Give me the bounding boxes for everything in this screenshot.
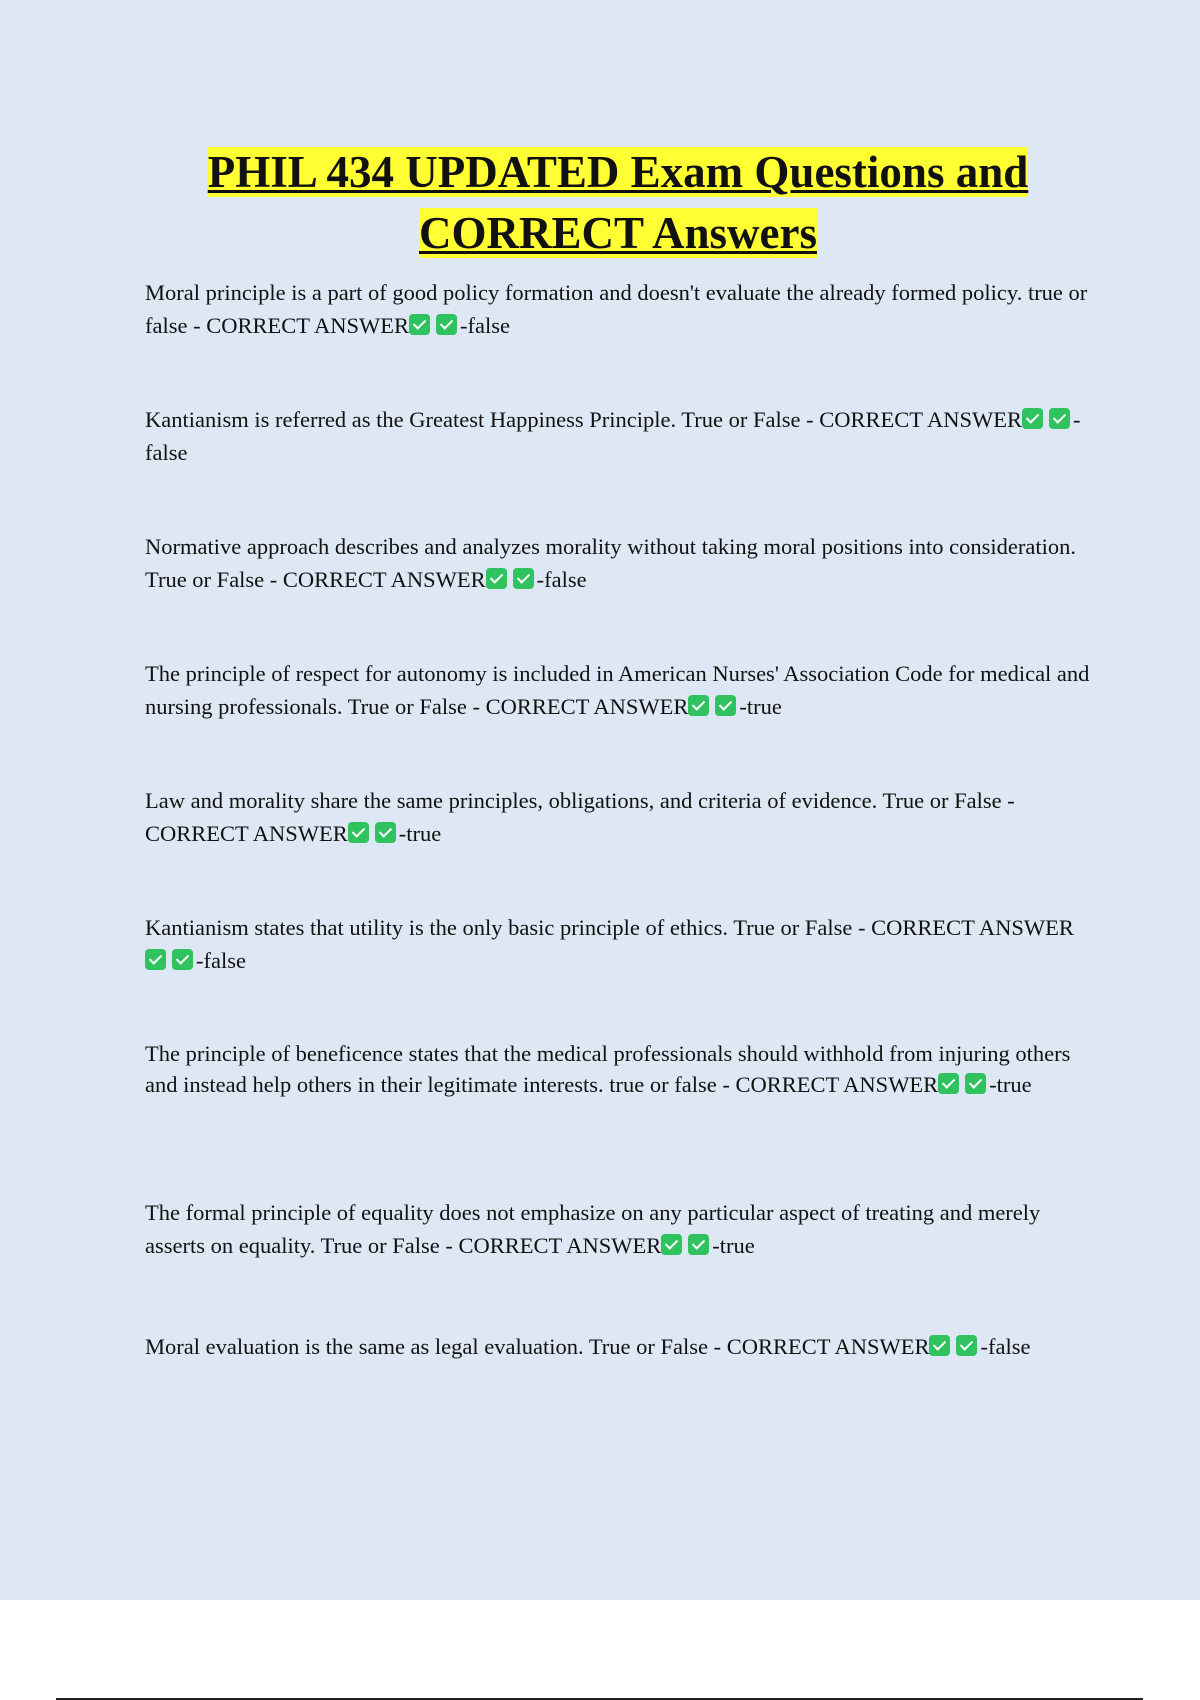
question-item bbox=[145, 1038, 1090, 1100]
answer-text: -true bbox=[739, 694, 782, 719]
question-item bbox=[145, 784, 1090, 850]
question-item bbox=[145, 1196, 1090, 1262]
check-mark-icon bbox=[172, 949, 193, 970]
check-mark-icon bbox=[956, 1335, 977, 1356]
question-text: The formal principle of equality does not emphasize on any particular aspect of treating and merely asserts on equality. True or False - CORRECT ANSWER bbox=[145, 1200, 1041, 1258]
check-mark-icon bbox=[715, 695, 736, 716]
question-item bbox=[145, 1331, 1090, 1362]
check-mark-icon bbox=[965, 1073, 986, 1094]
question-text: Kantianism states that utility is the only basic principle of ethics. True or False - CORRECT ANSWER bbox=[145, 915, 1074, 940]
document-title bbox=[120, 142, 1116, 264]
check-mark-icon bbox=[409, 314, 430, 335]
answer-text: -false bbox=[980, 1334, 1031, 1359]
question-text: Moral evaluation is the same as legal evaluation. True or False - CORRECT ANSWER bbox=[145, 1334, 930, 1359]
question-text: Moral principle is a part of good policy formation and doesn't evaluate the already formed policy. true or false - CORRECT ANSWER bbox=[145, 280, 1088, 338]
question-text: The principle of respect for autonomy is included in American Nurses' Association Code for medical and nursing professionals. True or False - CORRECT ANSWER bbox=[145, 661, 1090, 719]
answer-text: -false bbox=[536, 567, 587, 592]
question-text: Normative approach describes and analyzes morality without taking moral positions into consideration. True or False - CORRECT ANSWER bbox=[145, 534, 1077, 592]
check-mark-icon bbox=[513, 568, 534, 589]
answer-text: -false bbox=[459, 313, 510, 338]
document-title-text: PHIL 434 UPDATED Exam Questions and CORRECT Answers bbox=[207, 147, 1029, 258]
question-item bbox=[145, 276, 1090, 342]
check-mark-icon bbox=[486, 568, 507, 589]
check-mark-icon bbox=[375, 822, 396, 843]
check-mark-icon bbox=[938, 1073, 959, 1094]
question-item bbox=[145, 911, 1090, 977]
check-mark-icon bbox=[348, 822, 369, 843]
question-text: Law and morality share the same principles, obligations, and criteria of evidence. True or False - CORRECT ANSWER bbox=[145, 788, 1015, 846]
check-mark-icon bbox=[688, 695, 709, 716]
question-item bbox=[145, 657, 1090, 723]
check-mark-icon bbox=[436, 314, 457, 335]
check-mark-icon bbox=[1049, 408, 1070, 429]
check-mark-icon bbox=[145, 949, 166, 970]
question-item bbox=[145, 530, 1090, 596]
question-text: The principle of beneficence states that the medical professionals should withhold from injuring others and instead help others in their legitimate interests. true or false - CORRECT ANSWER bbox=[145, 1041, 1071, 1097]
answer-text: -true bbox=[712, 1233, 755, 1258]
question-text: Kantianism is referred as the Greatest Happiness Principle. True or False - CORRECT ANSWER bbox=[145, 407, 1022, 432]
answer-text: -true bbox=[398, 821, 442, 846]
check-mark-icon bbox=[929, 1335, 950, 1356]
check-mark-icon bbox=[688, 1234, 709, 1255]
answer-text: -true bbox=[989, 1072, 1032, 1097]
check-mark-icon bbox=[661, 1234, 682, 1255]
check-mark-icon bbox=[1022, 408, 1043, 429]
answer-text: -false bbox=[196, 948, 246, 973]
answer-text: -false bbox=[145, 407, 1081, 465]
question-item bbox=[145, 403, 1090, 469]
